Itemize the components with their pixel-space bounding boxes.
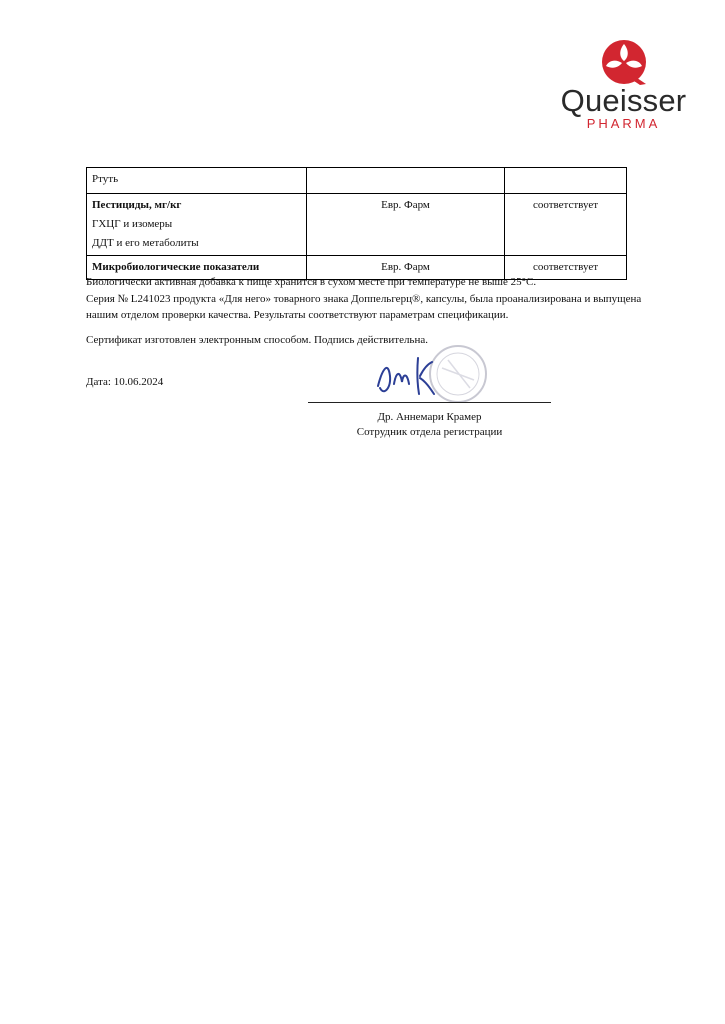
- param-cell: Ртуть: [87, 168, 307, 194]
- storage-and-release-notes: [86, 274, 646, 324]
- document-date: Дата: 10.06.2024: [86, 376, 164, 388]
- method-cell: Евр. Фарм: [307, 194, 505, 256]
- company-logo: [556, 38, 691, 133]
- storage-note: Биологически активная добавка к пище хранится в сухом месте при температуре не выше 25°С.: [86, 276, 537, 288]
- method-cell: Евр. Фарм: [307, 256, 505, 280]
- signer-name: Др. Аннемари Крамер: [377, 411, 482, 423]
- signature-stamp-image: [370, 344, 495, 404]
- method-cell: [307, 168, 505, 194]
- table-row: [87, 194, 627, 256]
- certificate-statement: Сертификат изготовлен электронным способом. Подпись действительна.: [86, 334, 428, 346]
- queisser-flower-logo-icon: [598, 38, 654, 86]
- param-subitem: ГХЦГ и изомеры: [92, 218, 173, 230]
- param-cell: Микробиологические показатели: [87, 256, 307, 280]
- param-cell: [87, 194, 307, 256]
- result-cell: соответствует: [505, 194, 627, 256]
- signature-line: [308, 402, 551, 403]
- logo-name: Queisser: [560, 83, 687, 118]
- result-cell: соответствует: [505, 256, 627, 280]
- logo-subtitle: PHARMA: [586, 116, 661, 131]
- signer-title: Сотрудник отдела регистрации: [356, 426, 503, 438]
- result-cell: [505, 168, 627, 194]
- param-title: Пестициды, мг/кг: [92, 199, 182, 211]
- param-subitem: ДДТ и его метаболиты: [92, 237, 199, 249]
- release-note: Серия № L241023 продукта «Для него» товарного знака Доппельгерц®, капсулы, была проанализирована и выпущена нашим отделом проверки качества. Результаты соответствуют параметрам спецификации.: [86, 292, 642, 321]
- specification-table: [86, 167, 627, 280]
- table-row: [87, 168, 627, 194]
